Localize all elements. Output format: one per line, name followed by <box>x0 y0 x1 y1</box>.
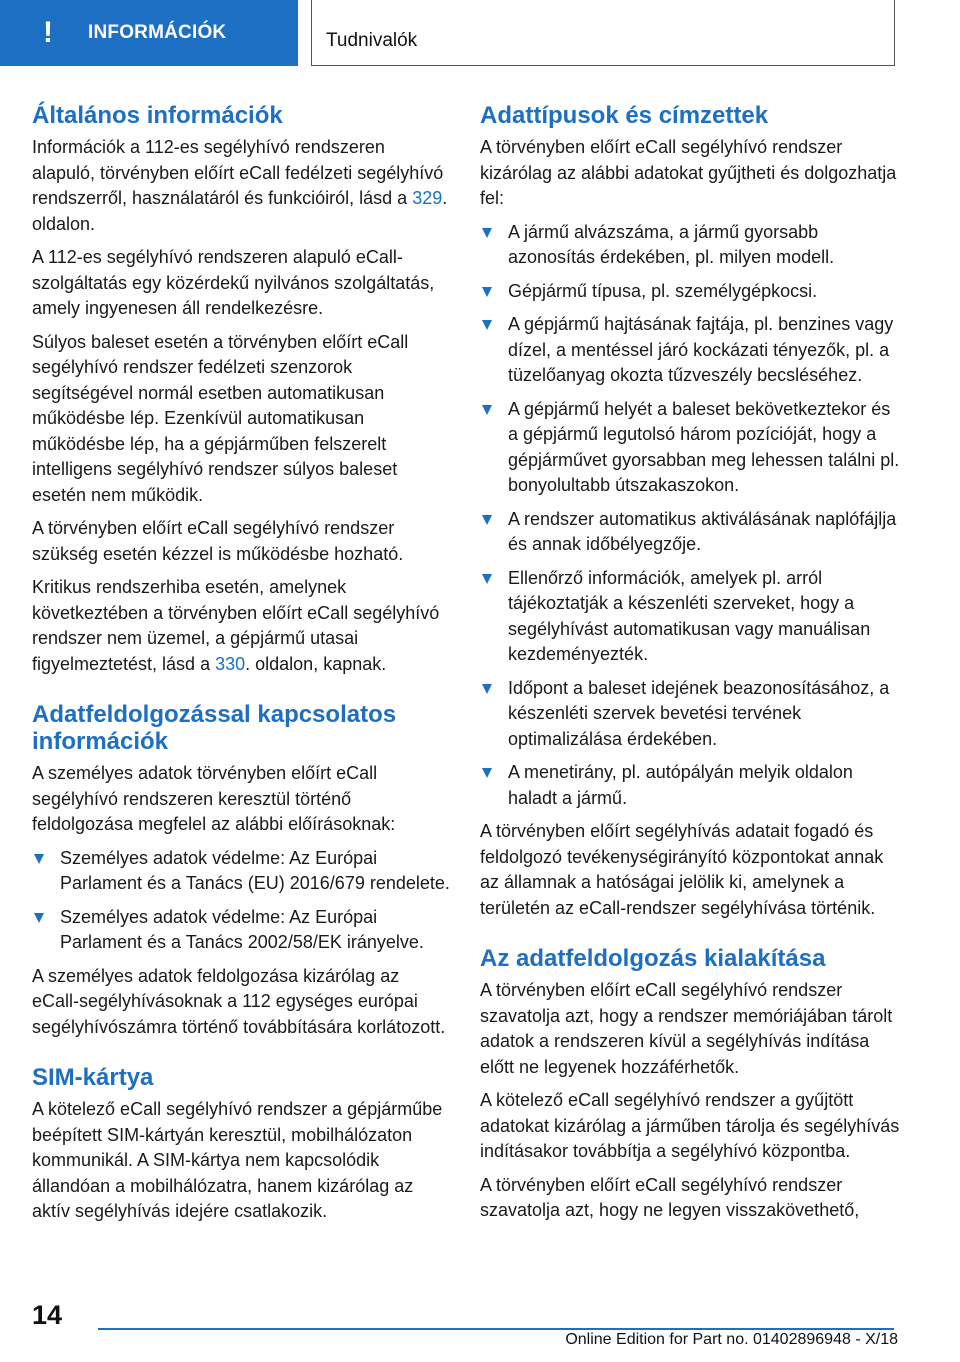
triangle-bullet-icon <box>482 768 492 778</box>
heading-data-processing: Adatfeldolgozással kapcsolatos információk <box>32 701 397 755</box>
list-item: A jármű alvázszáma, a jármű gyorsabb azonosítás érdekében, pl. milyen modell. <box>480 220 900 271</box>
triangle-bullet-icon <box>482 515 492 525</box>
list-item: Személyes adatok védelme: Az Európai Parlament és a Tanács (EU) 2016/679 rendelete. <box>32 846 450 897</box>
triangle-bullet-icon <box>482 574 492 584</box>
heading-sim-card: SIM-kártya <box>32 1064 154 1091</box>
triangle-bullet-icon <box>34 854 44 864</box>
triangle-bullet-icon <box>482 320 492 330</box>
exclamation-icon: ! <box>43 16 53 49</box>
data-type-list <box>480 220 900 812</box>
triangle-bullet-icon <box>482 684 492 694</box>
heading-data-types: Adattípusok és címzettek <box>480 102 769 129</box>
page-link-329[interactable]: 329 <box>412 188 443 208</box>
page-number: 14 <box>32 1300 63 1330</box>
paragraph: A törvényben előírt eCall segélyhívó rendszer kizárólag az alábbi adatokat gyűjtheti és dolgozhatja fel: <box>480 137 897 208</box>
heading-data-processing-design: Az adatfeldolgozás kialakítása <box>480 945 826 972</box>
paragraph: A 112-es segélyhívó rendszeren alapuló eCall-szolgáltatás egy közérdekű nyilvános szolgáltatás, amely ingyenesen áll rendelkezésre. <box>32 247 435 318</box>
paragraph: A személyes adatok feldolgozása kizárólag az eCall-segélyhívásoknak a 112 egységes európai segélyhívószámra történő továbbítására korlátozott. <box>32 965 446 1037</box>
list-item: Időpont a baleset idejének beazonosításához, a készenléti szervek bevetési tervének optimalizálása érdekében. <box>480 676 900 753</box>
paragraph: A kötelező eCall segélyhívó rendszer a gépjárműbe beépített SIM-kártyán keresztül, mobilhálózaton kommunikál. A SIM-kártya nem kapcsolódik állandóan a mobilhálózatra, hanem kizárólag az aktív segélyhívás idejére csatlakozik. <box>32 1099 443 1221</box>
paragraph: A személyes adatok törvényben előírt eCall segélyhívó rendszeren keresztül történő feldolgozása megfelel az alábbi előírásoknak: <box>32 763 396 834</box>
section-tab <box>0 0 298 66</box>
edition-text: Online Edition for Part no. 01402896948 - X/18 <box>565 1331 898 1348</box>
paragraph: A kötelező eCall segélyhívó rendszer a gyűjtött adatokat kizárólag a járműben tárolja és segélyhívás indításakor továbbítja a segélyhívó központba. <box>480 1090 900 1161</box>
paragraph: Kritikus rendszerhiba esetén, amelynek következtében a törvényben előírt eCall segélyhívó rendszer nem üzemel, a gépjármű utasai figyelmeztetést, lásd a 330. oldalon, kapnak. <box>32 577 440 674</box>
list-item: Gépjármű típusa, pl. személygépkocsi. <box>480 279 900 305</box>
list-item: Ellenőrző információk, amelyek pl. arról tájékoztatják a készenléti szerveket, hogy a segélyhívást automatikusan vagy manuálisan kezdeményezték. <box>480 566 900 668</box>
heading-general-info: Általános információk <box>32 102 283 129</box>
list-item: A gépjármű hajtásának fajtája, pl. benzines vagy dízel, a mentéssel járó kockázati tényezők, pl. a tüzelőanyag okozta tűzveszély becsléséhez. <box>480 312 900 389</box>
paragraph: Információk a 112-es segélyhívó rendszeren alapuló, törvényben előírt eCall fedélzeti segélyhívó rendszerről, használatáról és funkcióiról, lásd a 329. oldalon. <box>32 137 448 234</box>
right-column <box>480 102 900 1232</box>
page-link-330[interactable]: 330 <box>215 653 246 674</box>
triangle-bullet-icon <box>482 405 492 415</box>
triangle-bullet-icon <box>482 287 492 297</box>
list-item: A menetirány, pl. autópályán melyik oldalon haladt a jármű. <box>480 760 900 811</box>
paragraph: A törvényben előírt segélyhívás adatait fogadó és feldolgozó tevékenységirányító központokat annak az államnak a hatóságai jelölik ki, amelynek a területén az eCall-rendszer segélyhívása történik. <box>480 821 884 918</box>
left-column <box>32 102 450 1233</box>
list-item: A rendszer automatikus aktiválásának naplófájlja és annak időbélyegzője. <box>480 507 900 558</box>
paragraph: A törvényben előírt eCall segélyhívó rendszer szavatolja azt, hogy ne legyen visszakövethető, <box>480 1174 860 1220</box>
list-item: Személyes adatok védelme: Az Európai Parlament és a Tanács 2002/58/EK irányelve. <box>32 905 450 956</box>
paragraph: A törvényben előírt eCall segélyhívó rendszer szükség esetén kézzel is működésbe hozható. <box>32 518 404 564</box>
triangle-bullet-icon <box>34 913 44 923</box>
section-title: INFORMÁCIÓK <box>88 22 227 43</box>
regulation-list <box>32 846 450 956</box>
list-item: A gépjármű helyét a baleset bekövetkeztekor és a gépjármű legutolsó három pozícióját, hogy a gépjárművet gyorsabban meg lehessen találni pl. bonyolultabb útszakaszokon. <box>480 397 900 499</box>
triangle-bullet-icon <box>482 228 492 238</box>
footer-divider <box>98 1328 894 1330</box>
paragraph: Súlyos baleset esetén a törvényben előírt eCall segélyhívó rendszer fedélzeti szenzorok segítségével normál esetben automatikusan működésbe lép. Ezenkívül automatikusan működésbe lép, ha a gépjárműben felszerelt intelligens segélyhívó rendszer súlyos baleset esetén nem működik. <box>32 331 409 505</box>
paragraph: A törvényben előírt eCall segélyhívó rendszer szavatolja azt, hogy a rendszer memóriájában tárolt adatok a rendszeren kívül a segélyhívás indítása előtt ne legyenek hozzáférhetők. <box>480 980 893 1077</box>
page-subtitle: Tudnivalók <box>326 30 418 51</box>
